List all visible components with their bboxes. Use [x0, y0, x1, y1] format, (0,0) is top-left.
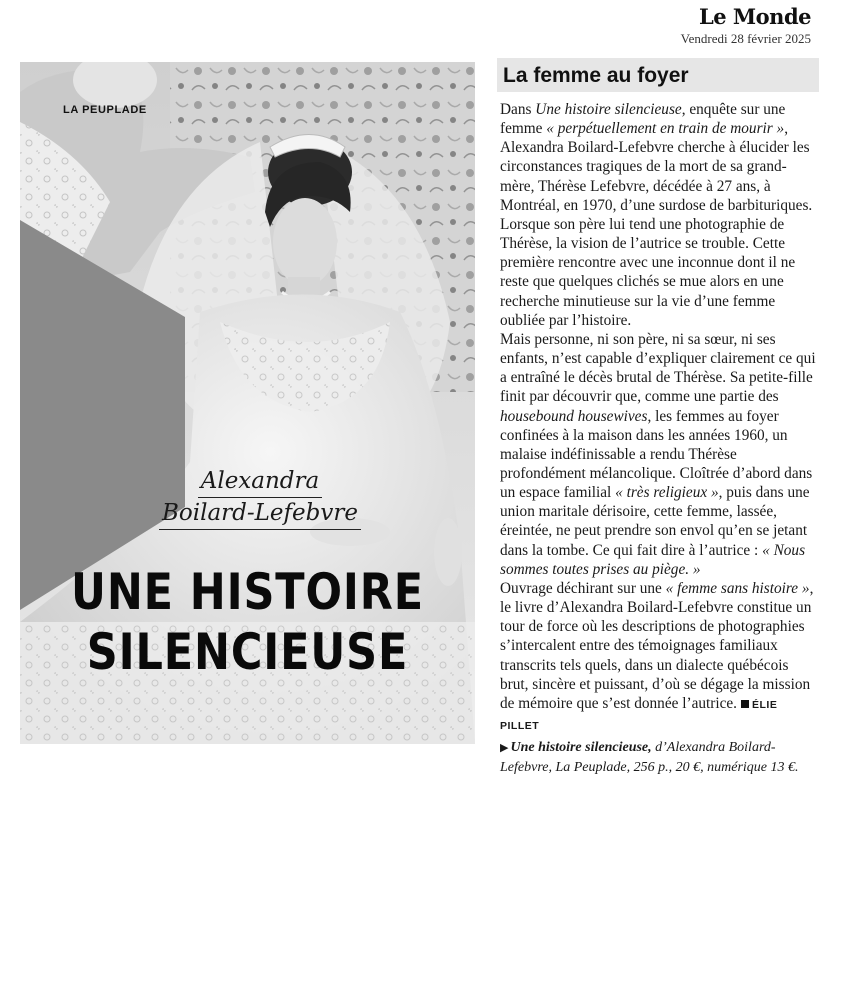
- paragraph-4: [500, 579, 819, 736]
- text-run: , les femmes au foyer confinées à la maison dans les années 1960, un malaise indéfinissable a rendu Thérèse profondément mélancolique. Cloîtrée d’abord dans un espace familial: [500, 407, 813, 502]
- text-run: Dans: [500, 101, 536, 118]
- paragraph-2: [500, 215, 819, 330]
- byline: ÉLIE PILLET: [500, 698, 778, 732]
- cover-author-last: Boilard-Lefebvre: [159, 498, 361, 530]
- book-credits: [497, 738, 819, 777]
- text-run: Lorsque son père lui tend une photographie de Thérèse, la vision de l’autrice se trouble. Cette première rencontre avec une inconnue dont il ne reste que quelques clichés se mue alors en une recherche minutieuse sur la vie d’une femme oubliée par l’histoire.: [500, 215, 796, 329]
- text-run: Mais personne, ni son père, ni sa sœur, ni ses enfants, n’est capable d’expliquer clairement ce qui a entraîné le décès brutal de Thérèse. Sa petite-fille finit par découvrir que, comme une partie des: [500, 330, 816, 406]
- masthead: [681, 4, 811, 47]
- publisher-label: LA PEUPLADE: [63, 104, 147, 116]
- cover-author-first: Alexandra: [198, 466, 323, 498]
- article-body: [497, 100, 819, 736]
- credits-book-title: Une histoire silencieuse,: [510, 740, 652, 756]
- credits-details: d’Alexandra Boilard-Lefebvre, La Peuplade, 256 p., 20 €, numérique 13 €.: [500, 740, 799, 776]
- cover-title-line2: SILENCIEUSE: [86, 623, 409, 681]
- cover-title: [52, 562, 443, 682]
- headline-bar: [497, 58, 819, 92]
- text-run: , enquête sur une femme: [500, 101, 786, 138]
- publication-date: Vendredi 28 février 2025: [680, 31, 811, 46]
- triangle-right-icon: ▶: [500, 742, 509, 755]
- text-run: , puis dans une union maritale dérisoire, cette femme, lassée, éreintée, ne peut prendre son envol qu’en se jetant dans la tombe. Ce qui fait dire à l’autrice :: [500, 484, 810, 559]
- cover-title-line1: UNE HISTOIRE: [71, 563, 424, 621]
- article-column: [497, 58, 819, 777]
- italic-run: housebound housewives: [500, 407, 648, 425]
- article-headline: La femme au foyer: [503, 64, 689, 87]
- cover-author: [80, 466, 440, 530]
- italic-run: Une histoire silencieuse: [535, 101, 682, 118]
- newspaper-logo: Le Monde: [698, 4, 811, 29]
- paragraph-3: [500, 330, 819, 579]
- book-cover: [20, 62, 475, 744]
- text-run: Ouvrage déchirant sur une: [500, 579, 666, 597]
- end-square-icon: [741, 700, 749, 708]
- text-run: , le livre d’Alexandra Boilard-Lefebvre constitue un tour de force où les descriptions de photographies s’intercalent entre des témoignages familiaux transcrits tels quels, dans un dialecte québécois brut, sincère et puissant, d’où se dégage la mission de mémoire que s’est donnée l’autrice.: [500, 579, 814, 712]
- italic-run: « femme sans histoire »: [665, 579, 810, 597]
- italic-run: « Nous sommes toutes prises au piège. »: [500, 541, 806, 578]
- italic-run: « très religieux »: [615, 484, 719, 502]
- paragraph-1: [500, 100, 819, 215]
- text-run: , Alexandra Boilard-Lefebvre cherche à élucider les circonstances tragiques de la mort de sa grand-mère, Thérèse Lefebvre, décédée à 27 ans, à Montréal, en 1970, d’une surdose de barbituriques.: [500, 120, 813, 214]
- italic-run: « perpétuellement en train de mourir »: [546, 120, 785, 138]
